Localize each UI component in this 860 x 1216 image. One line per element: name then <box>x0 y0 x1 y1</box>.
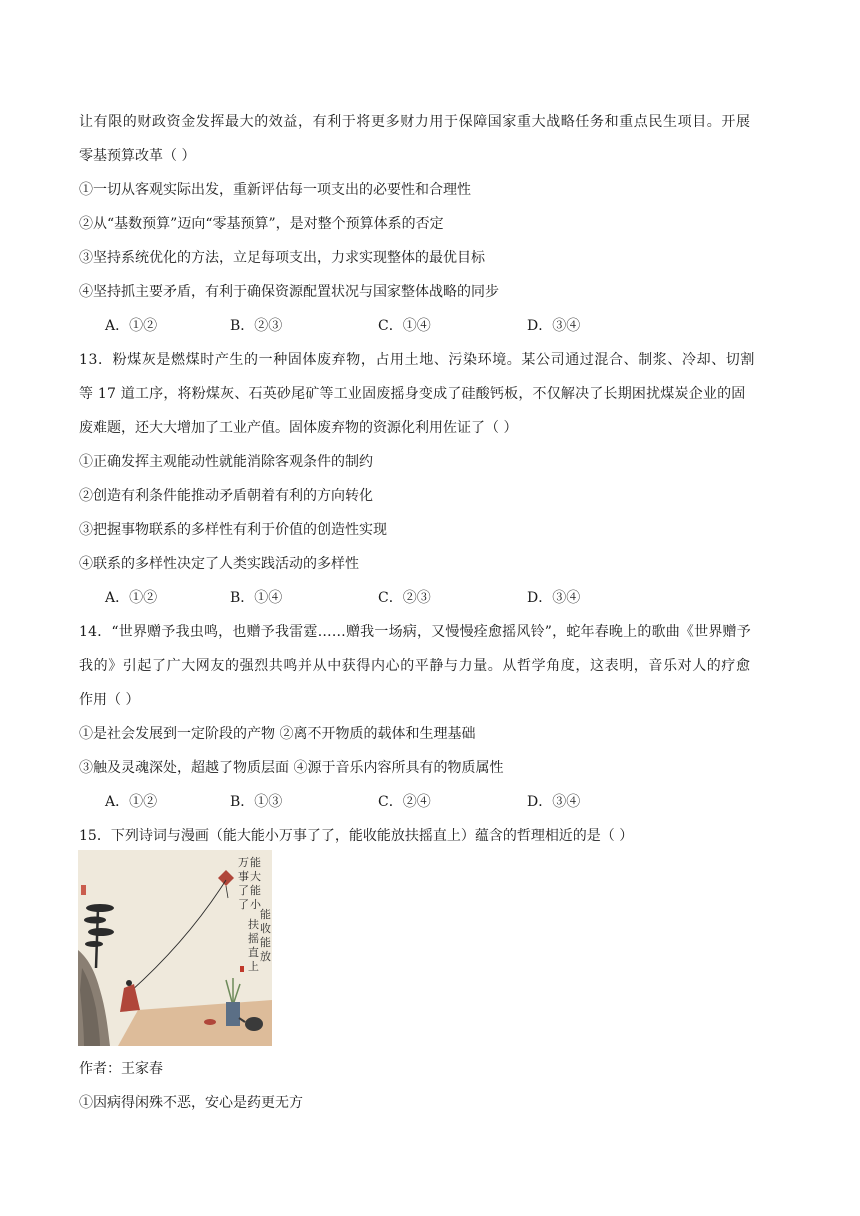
q12-item-2: ②从“基数预算”迈向“零基预算”，是对整个预算体系的否定 <box>79 216 444 232</box>
teapot <box>245 1017 263 1031</box>
svg-text:放: 放 <box>260 950 271 963</box>
q12-option-c[interactable]: C．①④ <box>378 318 431 334</box>
q14-option-d[interactable]: D．③④ <box>527 794 581 810</box>
svg-text:上: 上 <box>248 960 259 973</box>
q12-option-d[interactable]: D．③④ <box>527 318 581 334</box>
svg-text:收: 收 <box>260 922 271 935</box>
q13-stem-line1: 13．粉煤灰是燃煤时产生的一种固体废弃物，占用土地、污染环境。某公司通过混合、制浆、冷却、切割 <box>79 352 756 368</box>
q14-option-b[interactable]: B．①③ <box>230 794 283 810</box>
q13-item-2: ②创造有利条件能推动矛盾朝着有利的方向转化 <box>79 488 373 504</box>
pine-foliage <box>86 904 114 912</box>
cup <box>204 1019 216 1025</box>
q13-stem-line3: 废难题，还大大增加了工业产值。固体废弃物的资源化利用佐证了（ ） <box>79 420 518 436</box>
q13-stem-line2: 等 17 道工序，将粉煤灰、石英砂尾矿等工业固废摇身变成了硅酸钙板，不仅解决了长期困扰煤炭企业的固 <box>79 386 746 402</box>
q14-items-row-2: ③触及灵魂深处，超越了物质层面 ④源于音乐内容所具有的物质属性 <box>79 760 504 776</box>
q14-items-row-1: ①是社会发展到一定阶段的产物 ②离不开物质的载体和生理基础 <box>79 726 476 742</box>
q13-option-c[interactable]: C．②③ <box>378 590 431 606</box>
q14-option-a[interactable]: A．①② <box>105 794 158 810</box>
q12-item-3: ③坚持系统优化的方法，立足每项支出，力求实现整体的最优目标 <box>79 250 485 266</box>
svg-text:能: 能 <box>250 884 261 897</box>
q15-stem-line1: 15．下列诗词与漫画（能大能小万事了了，能收能放扶摇直上）蕴含的哲理相近的是（ ） <box>79 828 634 844</box>
seal-stamp <box>81 885 86 895</box>
svg-text:大: 大 <box>250 870 261 883</box>
q13-option-a[interactable]: A．①② <box>105 590 158 606</box>
svg-text:扶: 扶 <box>248 918 259 931</box>
q12-stem-line1: 让有限的财政资金发挥最大的效益，有利于将更多财力用于保障国家重大战略任务和重点民生项目。开展 <box>79 114 751 130</box>
svg-text:了: 了 <box>238 884 249 897</box>
q14-option-c[interactable]: C．②④ <box>378 794 431 810</box>
q12-item-4: ④坚持抓主要矛盾，有利于确保资源配置状况与国家整体战略的同步 <box>79 284 499 300</box>
svg-text:万: 万 <box>238 856 249 869</box>
svg-text:小: 小 <box>250 898 261 911</box>
q14-stem-line1: 14．“世界赠予我虫鸣，也赠予我雷霆……赠我一场病，又慢慢痊愈摇风铃”，蛇年春晚上的歌曲《世界赠予 <box>79 624 751 640</box>
q14-stem-line2: 我的》引起了广大网友的强烈共鸣并从中获得内心的平静与力量。从哲学角度，这表明，音乐对人的疗愈 <box>79 658 751 674</box>
q14-stem-line3: 作用（ ） <box>79 692 140 708</box>
q13-item-3: ③把握事物联系的多样性有利于价值的创造性实现 <box>79 522 387 538</box>
q12-option-b[interactable]: B．②③ <box>230 318 283 334</box>
q12-stem-line2: 零基预算改革（ ） <box>79 148 196 164</box>
svg-text:事: 事 <box>238 870 249 883</box>
q13-item-4: ④联系的多样性决定了人类实践活动的多样性 <box>79 556 359 572</box>
q15-item-1: ①因病得闲殊不恶，安心是药更无方 <box>79 1095 303 1111</box>
q12-item-1: ①一切从客观实际出发，重新评估每一项支出的必要性和合理性 <box>79 182 471 198</box>
svg-text:能: 能 <box>260 936 271 949</box>
svg-text:摇: 摇 <box>248 932 259 945</box>
cartoon-painting <box>78 850 272 1046</box>
svg-text:直: 直 <box>248 946 259 959</box>
svg-text:能: 能 <box>260 908 271 921</box>
svg-text:了: 了 <box>238 898 249 911</box>
painting-caption: 作者：王家春 <box>79 1061 163 1077</box>
svg-text:能: 能 <box>250 856 261 869</box>
q13-option-d[interactable]: D．③④ <box>527 590 581 606</box>
q13-item-1: ①正确发挥主观能动性就能消除客观条件的制约 <box>79 454 373 470</box>
q13-option-b[interactable]: B．①④ <box>230 590 283 606</box>
q12-option-a[interactable]: A．①② <box>105 318 158 334</box>
vase <box>226 1002 240 1026</box>
